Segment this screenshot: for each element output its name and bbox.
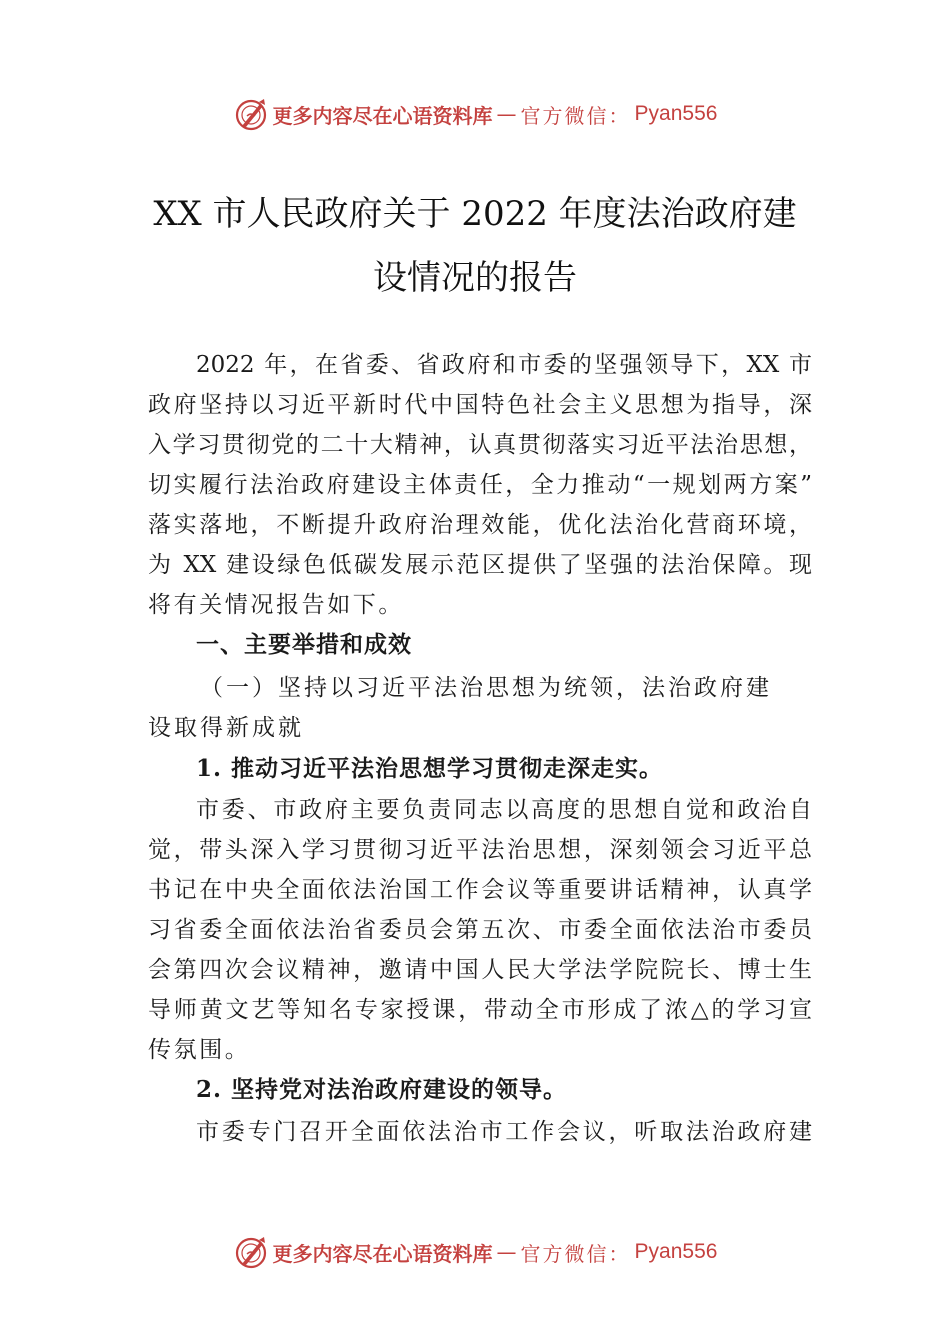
banner-dash: — [496, 1240, 517, 1264]
paragraph-line: 将有关情况报告如下。 [148, 592, 404, 618]
paragraph-line: 传氛围。 [148, 1037, 251, 1063]
subsection-heading-line: （一）坚持以习近平法治思想为统领，法治政府建 [200, 675, 772, 701]
banner-dash: — [496, 102, 517, 126]
document-title-line-2: 设情况的报告 [373, 258, 577, 298]
paragraph-line: 2022 年，在省委、省政府和市委的坚强领导下，XX 市 [196, 352, 812, 378]
paragraph-line: 书记在中央全面依法治国工作会议等重要讲话精神，认真学 [148, 877, 812, 903]
banner-wechat-id: Pyan556 [634, 1240, 718, 1263]
banner-wechat-label: 官方微信： [520, 1241, 631, 1266]
pen-seal-logo-icon [233, 96, 269, 132]
paragraph-line: 会第四次会议精神，邀请中国人民大学法学院院长、博士生 [148, 957, 812, 983]
paragraph-line: 入学习贯彻党的二十大精神，认真贯彻落实习近平法治思想， [148, 432, 812, 458]
paragraph-line: 觉，带头深入学习贯彻习近平法治思想，深刻领会习近平总 [148, 837, 812, 863]
paragraph-line: 市委、市政府主要负责同志以高度的思想自觉和政治自 [196, 797, 812, 823]
banner-wechat-id: Pyan556 [634, 102, 718, 125]
section-heading: 一、主要举措和成效 [196, 631, 412, 658]
banner-main-text: 更多内容尽在心语资料库 [272, 103, 493, 128]
paragraph-line: 落实落地，不断提升政府治理效能，优化法治化营商环境， [148, 512, 812, 538]
pen-seal-logo-icon [233, 1234, 269, 1270]
banner-wechat-label: 官方微信： [520, 103, 631, 128]
item-heading: 1. 推动习近平法治思想学习贯彻走深走实。 [196, 755, 664, 782]
paragraph-line: 市委专门召开全面依法治市工作会议，听取法治政府建 [196, 1119, 812, 1145]
paragraph-line: 习省委全面依法治省委员会第五次、市委全面依法治市委员 [148, 917, 812, 943]
footer-banner [0, 1232, 950, 1272]
paragraph-line: 为 XX 建设绿色低碳发展示范区提供了坚强的法治保障。现 [148, 552, 812, 578]
paragraph-line: 切实履行法治政府建设主体责任，全力推动“一规划两方案” [148, 472, 812, 498]
banner-main-text: 更多内容尽在心语资料库 [272, 1241, 493, 1266]
subsection-heading-line: 设取得新成就 [148, 715, 304, 741]
header-banner [0, 94, 950, 134]
item-heading: 2. 坚持党对法治政府建设的领导。 [196, 1076, 568, 1103]
paragraph-line: 导师黄文艺等知名专家授课，带动全市形成了浓△的学习宣 [148, 997, 812, 1023]
paragraph-line: 政府坚持以习近平新时代中国特色社会主义思想为指导，深 [148, 392, 812, 418]
document-title-line-1: XX 市人民政府关于 2022 年度法治政府建 [153, 194, 797, 234]
